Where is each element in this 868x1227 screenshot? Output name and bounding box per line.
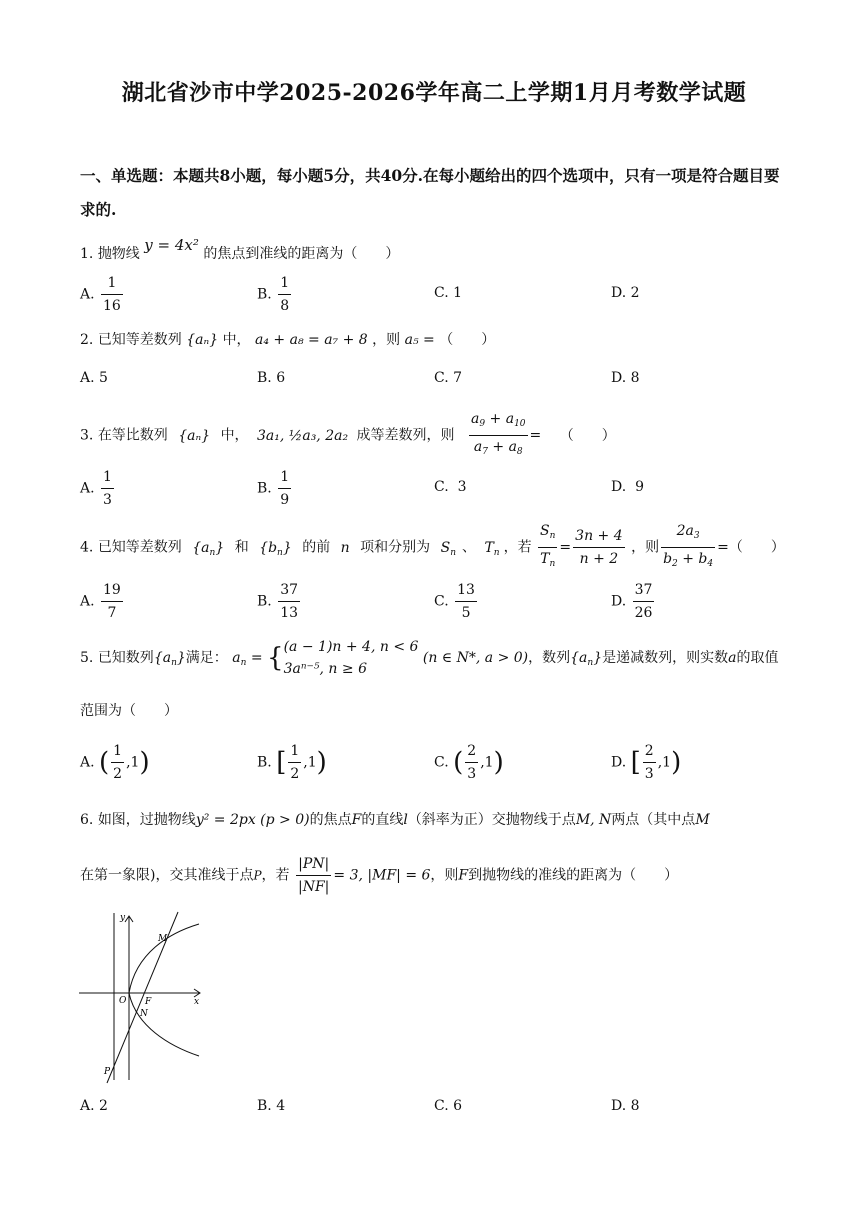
sequence-a: {aₙ} xyxy=(186,332,219,348)
question-stem: 的焦点到准线的距离为（ ） xyxy=(203,246,400,262)
option-a: A. ( $\frac{1}{2}$ ,1) xyxy=(80,740,150,785)
line-l xyxy=(107,912,178,1083)
option-c: C. 7 xyxy=(434,370,463,386)
parabola-figure xyxy=(74,908,214,1088)
option-d: D. $\frac{37}{26}$ xyxy=(611,579,656,624)
option-d: D. [ $\frac{2}{3}$ ,1) xyxy=(611,740,681,785)
question-6-line2: 在第一象限)，交其准线于点P，若 $\frac{|PN|}{|NF|}$ = 3, |MF| = 6，则F到抛物线的准线的距离为（ ） xyxy=(80,853,678,898)
option-d: D. 8 xyxy=(611,370,640,386)
option-d: D. 8 xyxy=(611,1098,640,1114)
option-a: A. $\frac{1}{16}$ xyxy=(80,272,125,317)
label-n: N xyxy=(140,1009,148,1019)
question-1 xyxy=(80,236,400,263)
section-heading: 一、单选题：本题共8小题，每小题5分，共40分.在每小题给出的四个选项中，只有一项是符合题目要求的. xyxy=(80,166,780,219)
option-b: B. 4 xyxy=(257,1098,286,1114)
option-b: B. $\frac{37}{13}$ xyxy=(257,579,302,624)
label-o: O xyxy=(119,996,127,1006)
option-b: B. 6 xyxy=(257,370,286,386)
option-b: B. $\frac{1}{9}$ xyxy=(257,466,293,511)
label-x: x xyxy=(194,997,200,1007)
option-a: A. $\frac{1}{3}$ xyxy=(80,466,116,511)
label-f: F xyxy=(145,997,152,1007)
question-number: 1. xyxy=(80,246,94,262)
formula: y = 4x² xyxy=(144,236,199,254)
option-a: A. 2 xyxy=(80,1098,108,1114)
label-p: P xyxy=(104,1067,111,1077)
option-d: D. 9 xyxy=(611,479,645,495)
option-c: C. 3 xyxy=(434,479,467,495)
option-b: B. $\frac{1}{8}$ xyxy=(257,272,293,317)
question-5-line2: 范围为（ ） xyxy=(80,703,178,719)
option-a: A. 5 xyxy=(80,370,108,386)
exam-title: 湖北省沙市中学2025-2026学年高二上学期1月月考数学试题 xyxy=(121,80,747,106)
option-b: B. [ $\frac{1}{2}$ ,1) xyxy=(257,740,327,785)
option-c: C. ( $\frac{2}{3}$ ,1) xyxy=(434,740,504,785)
option-c: C. 1 xyxy=(434,285,463,301)
question-stem: 抛物线 xyxy=(97,246,140,262)
question-2: 2. 已知等差数列 {aₙ} 中， a₄ + a₈ = a₇ + 8 ，则 a₅ = （ ） xyxy=(80,332,496,348)
question-4: 4. 已知等差数列 $\{a_n\}$ 和 $\{b_n\}$ 的前 n 项和分别为 $S_n$ 、 $T_n$ ，若 $\frac{S_n}{T_n}$ = $\frac{3n + 4}{n + 2}$ ，则 $\frac{2a_3}{b_2 + b_4}$ =（ ） xyxy=(80,520,785,575)
option-a: A. $\frac{19}{7}$ xyxy=(80,579,125,624)
question-3: 3. 在等比数列 {aₙ} 中， 3a₁, ½a₃, 2a₂ 成等差数列，则 $\frac{a_9 + a_{10}}{a_7 + a_8}$ = （ ） xyxy=(80,408,616,463)
formula: a₄ + a₈ = a₇ + 8 xyxy=(255,332,368,348)
terms: 3a₁, ½a₃, 2a₂ xyxy=(257,427,349,444)
option-c: C. 6 xyxy=(434,1098,463,1114)
question-5: 5. 已知数列$\{a_n\}$满足： $a_n$ = { (a − 1)n + 4, n < 6 3aⁿ⁻⁵, n ≥ 6 (n ∈ N*, a > 0)，数列$\{a_n\}$是递减数列，则实数a的取值 xyxy=(80,639,779,677)
option-c: C. $\frac{13}{5}$ xyxy=(434,579,479,624)
label-m: M xyxy=(158,934,168,944)
option-d: D. 2 xyxy=(611,285,640,301)
label-y: y xyxy=(120,913,126,923)
question-6: 6. 如图，过抛物线y² = 2px (p > 0)的焦点F的直线l（斜率为正）交抛物线于点M, N两点（其中点M xyxy=(80,812,710,828)
